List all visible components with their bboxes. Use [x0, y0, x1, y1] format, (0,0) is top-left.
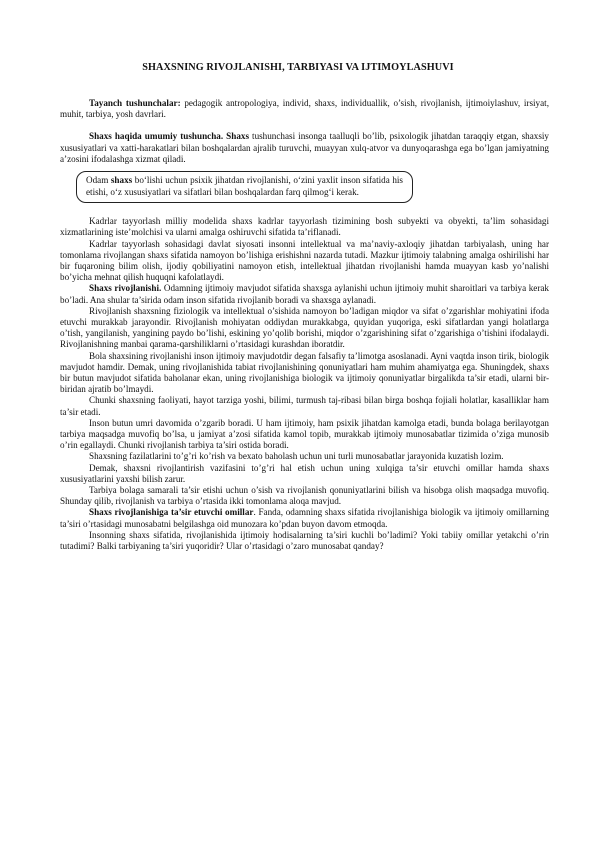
body-paragraph: Kadrlar tayyorlash milliy modelida shaxs kadrlar tayyorlash tizimining bosh subyekti va obyekti, ta’lim sohasidagi xizmatlarining iste’molchisi va ularni amalga oshiruvchi sifatida ta’riflanadi. [60, 216, 549, 238]
body-paragraph: Inson butun umri davomida o’zgarib boradi. U ham ijtimoiy, ham psixik jihatdan kamolga etadi, bunda bolaga berilayotgan tarbiya maqsadga muvofiq bo’lsa, u jamiyat a’zosi sifatida kamol topib, murakkab ijtimoiy munosabatlar tizimida o’ziga munosib o’rin egallaydi. Chunki rivojlanish tarbiya ta’siri ostida boradi. [60, 417, 549, 451]
body-paragraph: Demak, shaxsni rivojlantirish vazifasini to’g’ri hal etish uchun uning xulqiga ta’sir etuvchi omillar hamda shaxs xususiyatlarini yaxshi bilish zarur. [60, 462, 549, 484]
body-paragraph: Chunki shaxsning faoliyati, hayot tarziga yoshi, bilimi, turmush taj-ribasi bilan birga boshqa fojiali holatlar, kasalliklar ham ta’sir etadi. [60, 395, 549, 417]
concept-text: tushunchasi insonga taalluqli bo’lib, psixologik jihatdan taraqqiy etgan, shaxsiy xususiyatlari va xatti-harakatlari bilan boshqalardan ajralib turuvchi, muayyan xulq-atvor va dunyoqarashga ega bo’lgan jamiyatning a’zosini ifodalashga xizmat qiladi. [60, 131, 549, 164]
body-paragraph: Shaxsning fazilatlarini to’g’ri ko’rish va bexato baholash uchun uni turli munosabatlar jarayonida kuzatish lozim. [89, 451, 504, 462]
body-paragraph: Kadrlar tayyorlash sohasidagi davlat siyosati insonni intellektual va ma’naviy-axloqiy jihatdan tarbiyalash, uning har tomonlama rivojlangan shaxs sifatida namoyon bo’lishiga erishishni nazarda tutadi. Mazkur ijtimoiy talabning amalga oshirilishi har bir fuqaroning bilim olish, ijodiy qobiliyatini namoyon etish, intellektual jihatdan rivojlanishi hamda muayyan kasb yo’nalishi bo’yicha mehnat qilish huquqni kafolatlaydi. [60, 238, 549, 283]
callout-bold-word: shaxs [110, 175, 133, 186]
page-title: SHAXSNING RIVOJLANISHI, TARBIYASI VA IJTIMOYLASHUVI [142, 62, 454, 73]
development-paragraph [60, 283, 549, 305]
factors-paragraph [60, 507, 549, 529]
development-heading: Shaxs rivojlanishi. [89, 283, 162, 294]
document-body [60, 98, 549, 552]
concept-paragraph [60, 131, 549, 165]
factors-heading: Shaxs rivojlanishiga ta’sir etuvchi omillar [89, 507, 254, 518]
body-paragraph: Rivojlanish shaxsning fiziologik va intellektual o’sishida namoyon bo’ladigan miqdor va sifat o’zgarishlar mohiyatini ifoda etuvchi murakkab jarayondir. Rivojlanish mohiyatan oddiydan murakkabga, quyidan yuqoriga, eski sifatlardan yangi holatlarga o’tish, yangilanish, yangining paydo bo’lishi, eskining yo’qolib borishi, miqdor o’zgarishining sifat o’zgarishiga o’tishini ifodalaydi. Rivojlanishning manbai qarama-qarshiliklarni o’rtasidagi kurashdan iboratdir. [60, 305, 549, 350]
callout-text-end: bo‘lishi uchun psixik jihatdan rivojlanishi, o‘zini yaxlit inson sifatida his etishi, o‘z xususiyatlari va sifatlari bilan boshqalardan farq qilmog‘i kerak. [86, 175, 403, 197]
callout-text-start: Odam [86, 175, 111, 186]
body-paragraph: Tarbiya bolaga samarali ta’sir etishi uchun o’sish va rivojlanish qonuniyatlarini bilish va hisobga olish maqsadga muvofiq. Shunday qilib, rivojlanish va tarbiya o’rtasida ikki tomonlama aloqa mavjud. [60, 485, 549, 507]
concept-heading: Shaxs haqida umumiy tushuncha. [89, 131, 224, 142]
keywords-label: Tayanch tushunchalar: [89, 98, 181, 108]
body-paragraph: Insonning shaxs sifatida, rivojlanishida ijtimoiy hodisalarning ta’siri kuchli bo’ladimi? Yoki tabiiy omillar yetakchi o’rin tutadimi? Balki tarbiyaning ta’siri yuqoridir? Ular o’rtasidagi o’zaro munosabat qanday? [60, 529, 549, 552]
definition-callout [76, 171, 413, 203]
keywords-paragraph [60, 98, 549, 120]
keywords-text: pedagogik antropologiya, individ, shaxs, individuallik, o’sish, rivojlanish, ijtimoiylashuv, irsiyat, muhit, tarbiya, yosh davrlari. [60, 98, 549, 120]
development-text: Odamning ijtimoiy mavjudot sifatida shaxsga aylanishi uchun ijtimoiy muhit sharoitlari va tarbiya kerak bo’ladi. Ana shular ta’sirida odam inson sifatida rivojlanib boradi va shaxsga aylanadi. [60, 283, 549, 305]
factors-text: . Fanda, odamning shaxs sifatida rivojlanishiga biologik va ijtimoiy omillarning ta’siri o’rtasidagi munosabatni belgilashga oid munozara ko’pdan buyon davom etmoqda. [60, 507, 550, 529]
body-paragraph: Bola shaxsining rivojlanishi inson ijtimoiy mavjudotdir degan falsafiy ta’limotga asoslanadi. Ayni vaqtda inson tirik, biologik mavjudot hamdir. Demak, uning rivojlanishida tabiat rivojlanishining qonuniyatlari ham muhim ahamiyatga ega. Shuningdek, shaxs bir butun mavjudot sifatida baholanar ekan, uning rivojlanishiga biologik va ijtimoiy qonuniyatlar birgalikda ta’sir etadi, ularni bir-biridan ajratib bo’lmaydi. [60, 350, 549, 395]
concept-bold-word: Shaxs [226, 131, 249, 142]
